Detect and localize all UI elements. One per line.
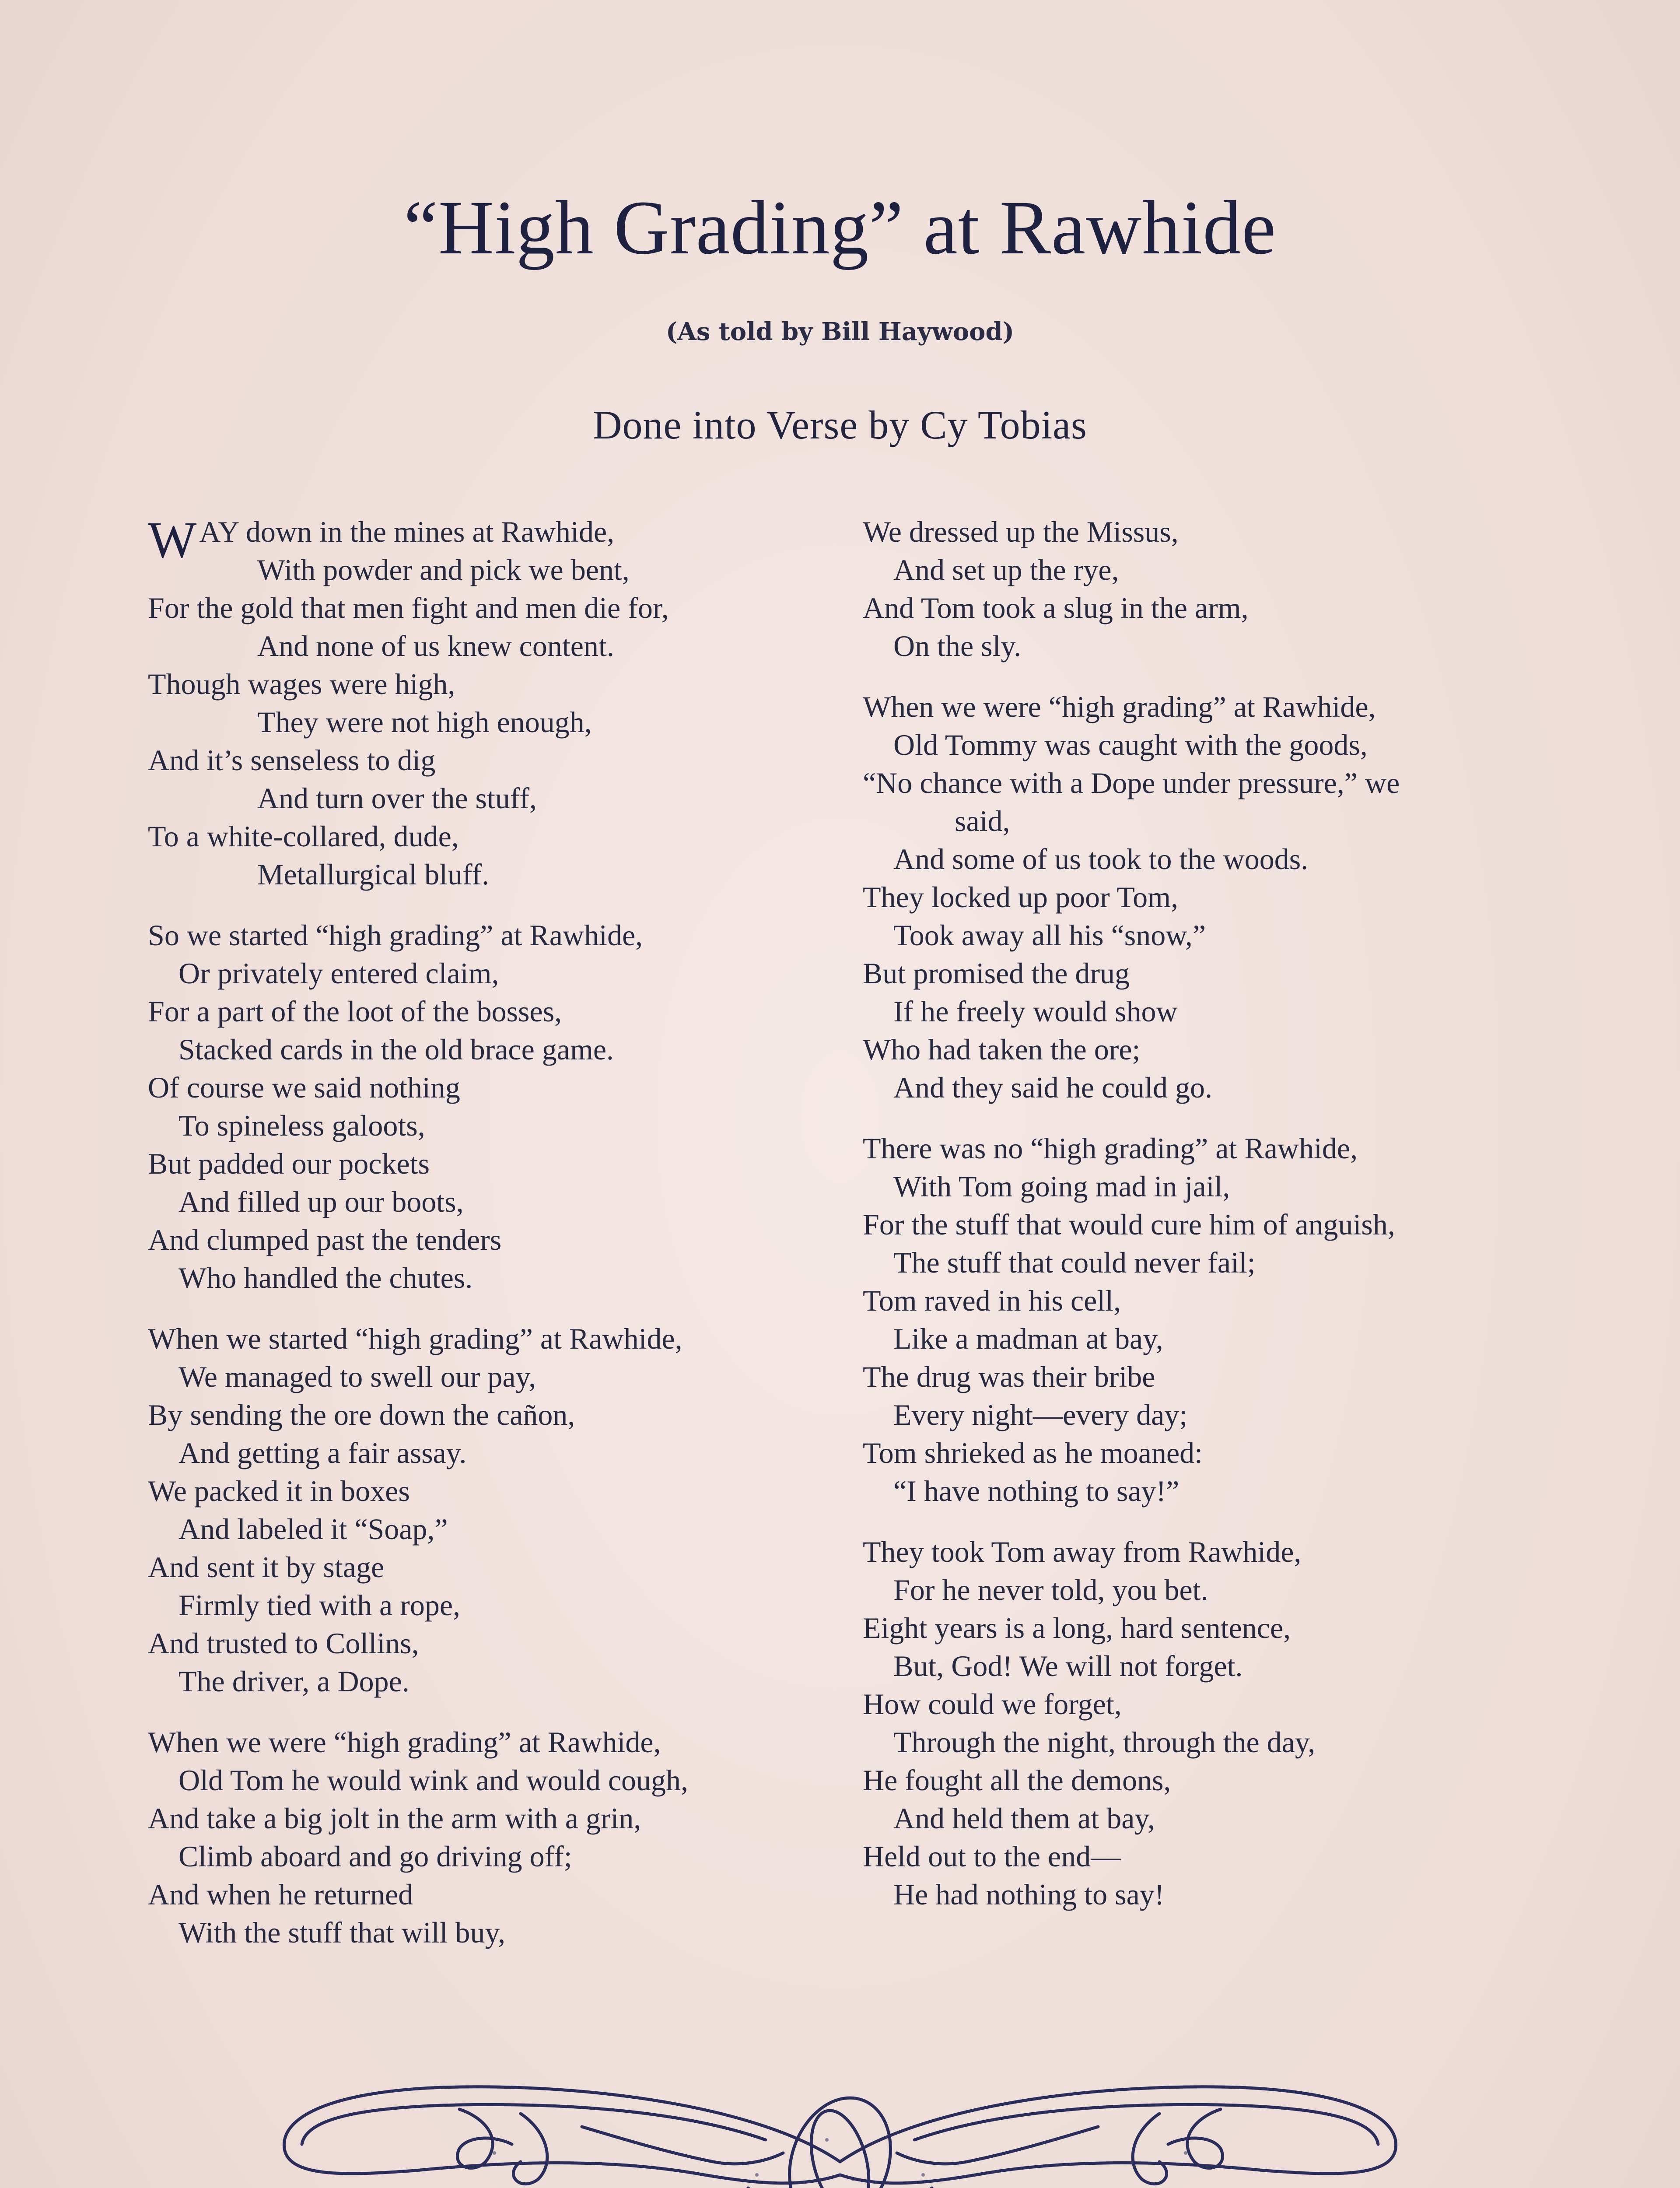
stanza	[148, 1723, 848, 1952]
verse-line	[863, 627, 1563, 665]
verse-line	[148, 779, 848, 817]
verse-line	[863, 1396, 1563, 1434]
verse-line-text: Climb aboard and go driving off;	[178, 1840, 572, 1873]
verse-line-text: They were not high enough,	[257, 705, 592, 739]
verse-line-text: Took away all his “snow,”	[893, 919, 1206, 952]
verse-line-text: To a white-collared, dude,	[148, 820, 459, 853]
verse-line-text: And when he returned	[148, 1878, 413, 1911]
verse-line-text: He had nothing to say!	[893, 1878, 1165, 1911]
verse-line-text: And Tom took a slug in the arm,	[863, 591, 1249, 624]
verse-line	[863, 1358, 1563, 1396]
verse-line-text: We managed to swell our pay,	[178, 1360, 536, 1393]
verse-line	[863, 726, 1563, 764]
verse-line	[148, 1662, 848, 1701]
verse-line	[148, 1914, 848, 1952]
verse-line	[148, 1183, 848, 1221]
verse-line-text: But promised the drug	[863, 957, 1130, 990]
verse-line-text: Of course we said nothing	[148, 1071, 460, 1104]
verse-line-text: When we were “high grading” at Rawhide,	[863, 690, 1376, 723]
verse-line	[148, 856, 848, 894]
poem-column-right	[863, 513, 1563, 1936]
stanza	[863, 513, 1563, 665]
verse-line-text: When we started “high grading” at Rawhide,	[148, 1322, 682, 1355]
verse-line-text: And filled up our boots,	[178, 1185, 464, 1218]
verse-line-text: Tom raved in his cell,	[863, 1284, 1121, 1317]
verse-line	[863, 840, 1563, 878]
verse-line	[863, 1434, 1563, 1472]
verse-line	[863, 1761, 1563, 1799]
verse-line-text: With Tom going mad in jail,	[893, 1170, 1230, 1203]
verse-line	[148, 627, 848, 665]
verse-line-text: And take a big jolt in the arm with a grin,	[148, 1802, 641, 1835]
verse-line	[148, 1145, 848, 1183]
verse-line-text: But padded our pockets	[148, 1147, 430, 1180]
verse-line	[148, 1510, 848, 1548]
verse-line	[148, 1876, 848, 1914]
verse-line-text: Who handled the chutes.	[178, 1261, 473, 1294]
verse-line	[148, 1548, 848, 1586]
verse-line	[148, 954, 848, 992]
verse-line	[863, 954, 1563, 992]
verse-line-text: For the gold that men fight and men die for,	[148, 591, 669, 624]
verse-line-text: There was no “high grading” at Rawhide,	[863, 1132, 1358, 1165]
verse-line	[148, 551, 848, 589]
verse-line	[863, 513, 1563, 551]
verse-line	[863, 1031, 1563, 1069]
poem-title: “High Grading” at Rawhide	[403, 185, 1277, 270]
verse-line-text: Like a madman at bay,	[893, 1322, 1163, 1355]
verse-line-text: Who had taken the ore;	[863, 1033, 1141, 1066]
verse-line-text: Through the night, through the day,	[893, 1725, 1316, 1759]
verse-line	[148, 589, 848, 627]
verse-line	[863, 1723, 1563, 1761]
verse-line-text: Eight years is a long, hard sentence,	[863, 1611, 1291, 1645]
verse-line	[863, 1129, 1563, 1168]
verse-line	[148, 1723, 848, 1761]
verse-line	[863, 551, 1563, 589]
verse-line-text: AY down in the mines at Rawhide,	[199, 515, 615, 548]
stanza	[148, 513, 848, 894]
verse-line	[148, 511, 848, 568]
verse-line	[863, 802, 1563, 840]
verse-line-text: We dressed up the Missus,	[863, 515, 1179, 548]
verse-line	[863, 1685, 1563, 1723]
verse-line	[863, 1647, 1563, 1685]
verse-line-text: And they said he could go.	[893, 1071, 1212, 1104]
stanza	[863, 1129, 1563, 1510]
verse-line-text: Old Tommy was caught with the goods,	[893, 728, 1368, 761]
verse-line-text: With powder and pick we bent,	[257, 553, 630, 586]
verse-line-text: “I have nothing to say!”	[893, 1474, 1180, 1508]
verse-line	[148, 1396, 848, 1434]
verse-line	[148, 992, 848, 1031]
verse-line-text: Firmly tied with a rope,	[178, 1588, 461, 1622]
verse-line-text: And sent it by stage	[148, 1550, 385, 1584]
verse-line-text: And getting a fair assay.	[178, 1436, 467, 1469]
verse-line-text: said,	[955, 804, 1010, 838]
stanza	[863, 688, 1563, 1107]
verse-line-text: The stuff that could never fail;	[893, 1246, 1256, 1279]
verse-line-text: Old Tom he would wink and would cough,	[178, 1764, 688, 1797]
stanza	[148, 916, 848, 1297]
verse-line	[863, 1168, 1563, 1206]
verse-line-text: He fought all the demons,	[863, 1764, 1171, 1797]
verse-line	[148, 1586, 848, 1624]
verse-line	[863, 1069, 1563, 1107]
verse-line-text: And turn over the stuff,	[257, 782, 537, 815]
verse-line	[863, 1571, 1563, 1609]
verse-line-text: For the stuff that would cure him of anguish,	[863, 1208, 1395, 1241]
verse-line-text: To spineless galoots,	[178, 1109, 425, 1142]
verse-line-text: Tom shrieked as he moaned:	[863, 1436, 1203, 1469]
verse-line-text: And trusted to Collins,	[148, 1627, 419, 1660]
verse-line-text: When we were “high grading” at Rawhide,	[148, 1725, 661, 1759]
verse-line	[148, 741, 848, 779]
verse-line-text: They locked up poor Tom,	[863, 880, 1179, 914]
verse-line-text: And it’s senseless to dig	[148, 743, 436, 777]
verse-line-text: By sending the ore down the cañon,	[148, 1398, 575, 1431]
verse-line	[863, 589, 1563, 627]
verse-line	[148, 1358, 848, 1396]
verse-line-text: But, God! We will not forget.	[893, 1649, 1243, 1683]
verse-line	[863, 1472, 1563, 1510]
verse-line-text: Every night—every day;	[893, 1398, 1188, 1431]
verse-line-text: The drug was their bribe	[863, 1360, 1155, 1393]
verse-line	[148, 1761, 848, 1799]
verse-line-text: We packed it in boxes	[148, 1474, 410, 1508]
verse-line	[863, 992, 1563, 1031]
verse-line-text: Held out to the end—	[863, 1840, 1121, 1873]
verse-line	[148, 1799, 848, 1837]
verse-line-text: And none of us knew content.	[257, 629, 614, 663]
verse-line-text: Metallurgical bluff.	[257, 858, 490, 891]
verse-line-text: With the stuff that will buy,	[178, 1916, 506, 1949]
verse-line-text: For he never told, you bet.	[893, 1573, 1208, 1606]
poem-subtitle: (As told by Bill Haywood)	[665, 317, 1015, 346]
verse-line	[148, 1624, 848, 1662]
verse-line-text: The driver, a Dope.	[178, 1665, 410, 1698]
verse-line-text: Stacked cards in the old brace game.	[178, 1033, 614, 1066]
stanza	[148, 1320, 848, 1701]
verse-line-text: And held them at bay,	[893, 1802, 1155, 1835]
verse-line	[863, 916, 1563, 954]
verse-line-text: And labeled it “Soap,”	[178, 1512, 448, 1546]
verse-line	[863, 1282, 1563, 1320]
verse-line	[148, 916, 848, 954]
poem-column-left	[148, 513, 848, 1974]
verse-line	[863, 764, 1563, 802]
verse-line	[863, 688, 1563, 726]
verse-line-text: On the sly.	[893, 629, 1022, 663]
drop-cap: W	[148, 511, 197, 568]
verse-line-text: So we started “high grading” at Rawhide,	[148, 919, 643, 952]
verse-line-text: If he freely would show	[893, 995, 1178, 1028]
verse-line	[148, 1320, 848, 1358]
verse-line	[148, 1472, 848, 1510]
verse-line	[148, 1107, 848, 1145]
verse-line-text: How could we forget,	[863, 1687, 1122, 1721]
tailpiece-ornament-icon	[276, 2030, 1404, 2188]
stanza	[863, 1533, 1563, 1914]
verse-line-text: And some of us took to the woods.	[893, 842, 1309, 876]
verse-line	[863, 1244, 1563, 1282]
verse-line-text: And clumped past the tenders	[148, 1223, 502, 1256]
verse-line	[863, 1206, 1563, 1244]
verse-line	[863, 1799, 1563, 1837]
verse-line	[148, 1031, 848, 1069]
verse-line-text: They took Tom away from Rawhide,	[863, 1535, 1302, 1568]
verse-line-text: “No chance with a Dope under pressure,” we	[863, 766, 1400, 799]
verse-line	[863, 1876, 1563, 1914]
verse-line	[148, 1259, 848, 1297]
verse-line	[863, 1837, 1563, 1876]
verse-line-text: And set up the rye,	[893, 553, 1119, 586]
verse-line	[148, 1221, 848, 1259]
verse-line	[148, 1069, 848, 1107]
verse-line-text: For a part of the loot of the bosses,	[148, 995, 562, 1028]
verse-line	[148, 665, 848, 703]
verse-line	[863, 878, 1563, 916]
verse-line	[863, 1320, 1563, 1358]
verse-line-text: Or privately entered claim,	[178, 957, 499, 990]
verse-line-text: Though wages were high,	[148, 667, 455, 701]
verse-line	[148, 1434, 848, 1472]
verse-line	[863, 1533, 1563, 1571]
verse-line	[148, 817, 848, 856]
verse-line	[148, 703, 848, 741]
poem-byline: Done into Verse by Cy Tobias	[593, 403, 1087, 447]
verse-line	[148, 1837, 848, 1876]
verse-line	[863, 1609, 1563, 1647]
